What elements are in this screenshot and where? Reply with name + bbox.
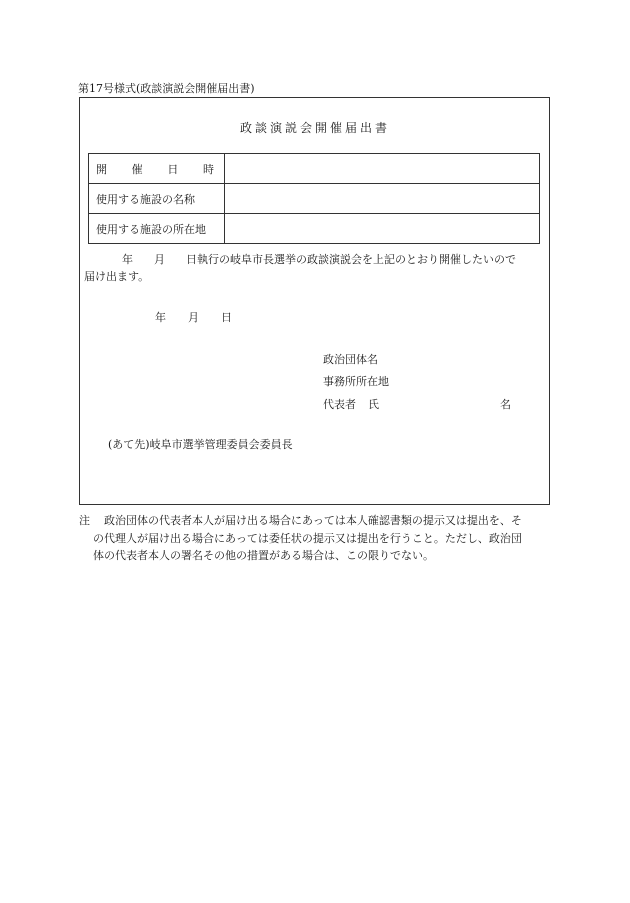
para-year: 年 xyxy=(122,253,133,266)
facility-address-label: 使用する施設の所在地 xyxy=(89,214,225,244)
table-row-facility-name xyxy=(89,184,540,214)
table-row-datetime xyxy=(89,154,540,184)
footnote: 注 政治団体の代表者本人が届け出る場合にあっては本人確認書類の提示又は提出を、そ の代理人が届け出る場合にあっては委任状の提示又は提出を行うこと。ただし、政治団 体の代表者本人の署名その他の措置がある場合は、この限りでない。 xyxy=(79,514,522,562)
facility-name-field[interactable] xyxy=(225,184,540,214)
office-address-label: 事務所所在地 xyxy=(323,375,389,388)
para-text-2: 届け出ます。 xyxy=(84,270,150,283)
addressee: (あて先)岐阜市選挙管理委員会委員長 xyxy=(108,438,293,451)
representative-name-suffix: 名 xyxy=(500,398,511,411)
event-info-table xyxy=(88,153,540,244)
document-title: 政談演説会開催届出書 xyxy=(239,121,390,135)
table-row-facility-address xyxy=(89,214,540,244)
para-text: 日執行の岐阜市長選挙の政談演説会を上記のとおり開催したいので xyxy=(186,253,516,266)
note-head: 注 xyxy=(79,514,90,527)
declaration-paragraph xyxy=(84,251,544,285)
facility-address-field[interactable] xyxy=(225,214,540,244)
para-month: 月 xyxy=(154,253,165,266)
datetime-label: 開 催 日 時 xyxy=(89,154,225,184)
group-name-label: 政治団体名 xyxy=(323,353,378,366)
datetime-field[interactable] xyxy=(225,154,540,184)
representative-row: 代表者 氏 xyxy=(323,398,379,411)
form-number-label: 第17号様式(政談演説会開催届出書) xyxy=(78,82,255,95)
facility-name-label: 使用する施設の名称 xyxy=(89,184,225,214)
submission-date: 年 月 日 xyxy=(155,311,232,324)
